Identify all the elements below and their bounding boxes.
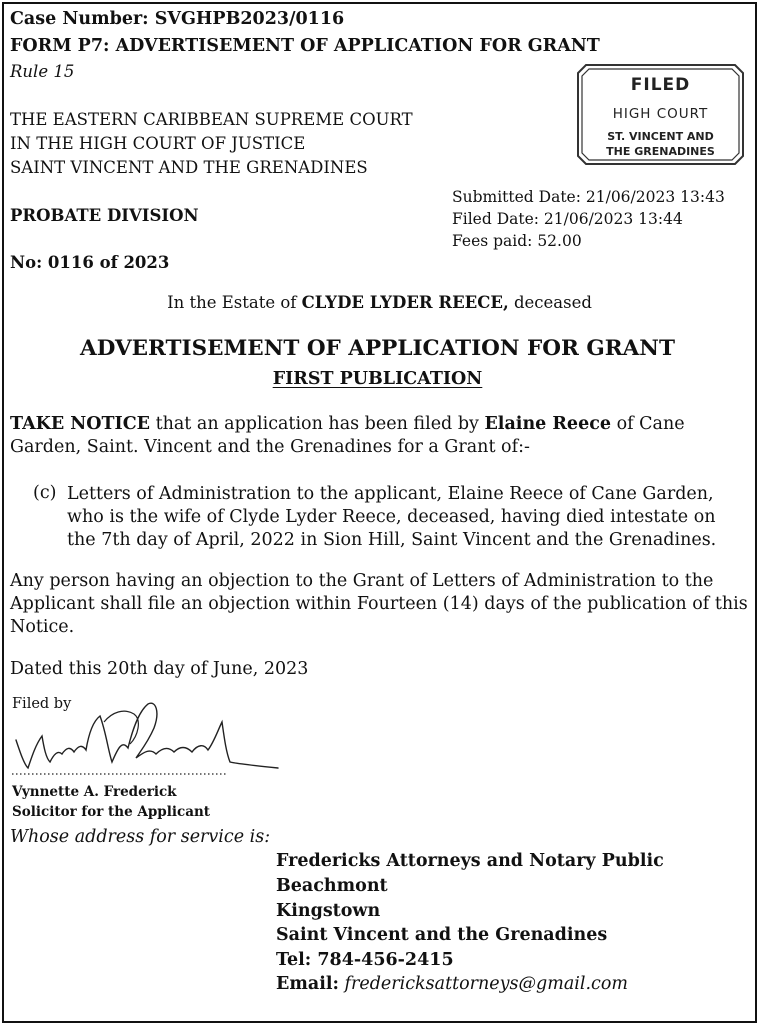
publication-subtitle: FIRST PUBLICATION — [272, 369, 483, 389]
telephone: Tel: 784-456-2415 — [276, 950, 454, 970]
applicant-name: Elaine Reece — [484, 414, 611, 434]
filed-stamp — [576, 63, 745, 166]
estate-suffix: deceased — [508, 293, 592, 312]
estate-name: CLYDE LYDER REECE, — [301, 293, 509, 312]
objection-paragraph: Any person having an objection to the Grant of Letters of Administration to the Applicant shall file an objection within Fourteen (14) days of the publication of this Notice. — [10, 571, 748, 637]
address-line-3: Saint Vincent and the Grenadines — [276, 925, 608, 945]
estate-line — [0, 293, 759, 312]
case-no: No: 0116 of 2023 — [10, 253, 170, 272]
notice-paragraph — [10, 413, 745, 459]
email-line — [276, 974, 628, 994]
probate-division: PROBATE DIVISION — [10, 206, 199, 225]
court-line-2: IN THE HIGH COURT OF JUSTICE — [10, 134, 306, 153]
notice-text-1: that an application has been filed by — [150, 414, 485, 434]
firm-name: Fredericks Attorneys and Notary Public — [276, 851, 664, 871]
dated-line: Dated this 20th day of June, 2023 — [10, 659, 309, 679]
stamp-place-2: THE GRENADINES — [606, 145, 715, 158]
address-intro: Whose address for service is: — [10, 827, 271, 847]
notice-text-2: of Cane Garden, Saint. Vincent and the Grenadines for a Grant of:- — [10, 414, 685, 457]
take-notice: TAKE NOTICE — [10, 414, 150, 434]
case-number: Case Number: SVGHPB2023/0116 — [10, 9, 345, 29]
email-label: Email: — [276, 974, 339, 994]
court-line-1: THE EASTERN CARIBBEAN SUPREME COURT — [10, 110, 413, 129]
estate-prefix: In the Estate of — [167, 293, 302, 312]
filed-date: Filed Date: 21/06/2023 13:44 — [452, 210, 683, 228]
email-address: fredericksattorneys@gmail.com — [344, 974, 628, 994]
filed-by-label: Filed by — [12, 696, 72, 712]
stamp-court: HIGH COURT — [612, 106, 709, 122]
item-marker: (c) — [33, 483, 57, 503]
signer-role: Solicitor for the Applicant — [12, 804, 211, 820]
stamp-place-1: ST. VINCENT AND — [607, 130, 714, 143]
submitted-date: Submitted Date: 21/06/2023 13:43 — [452, 188, 725, 206]
signer-name: Vynnette A. Frederick — [12, 784, 177, 800]
stamp-filed: FILED — [630, 75, 691, 95]
address-line-2: Kingstown — [276, 901, 381, 921]
rule-reference: Rule 15 — [10, 62, 75, 81]
address-line-1: Beachmont — [276, 876, 388, 896]
document-title: ADVERTISEMENT OF APPLICATION FOR GRANT — [80, 336, 675, 361]
fees-paid: Fees paid: 52.00 — [452, 232, 582, 250]
form-title: FORM P7: ADVERTISEMENT OF APPLICATION FOR GRANT — [10, 36, 600, 56]
handwritten-signature — [8, 692, 283, 788]
item-c-text: Letters of Administration to the applicant, Elaine Reece of Cane Garden, who is the wife of Clyde Lyder Reece, deceased, having died intestate on the 7th day of April, 2022 in Sion Hill, Saint Vincent and the Grenadines. — [67, 484, 717, 550]
court-line-3: SAINT VINCENT AND THE GRENADINES — [10, 158, 368, 177]
